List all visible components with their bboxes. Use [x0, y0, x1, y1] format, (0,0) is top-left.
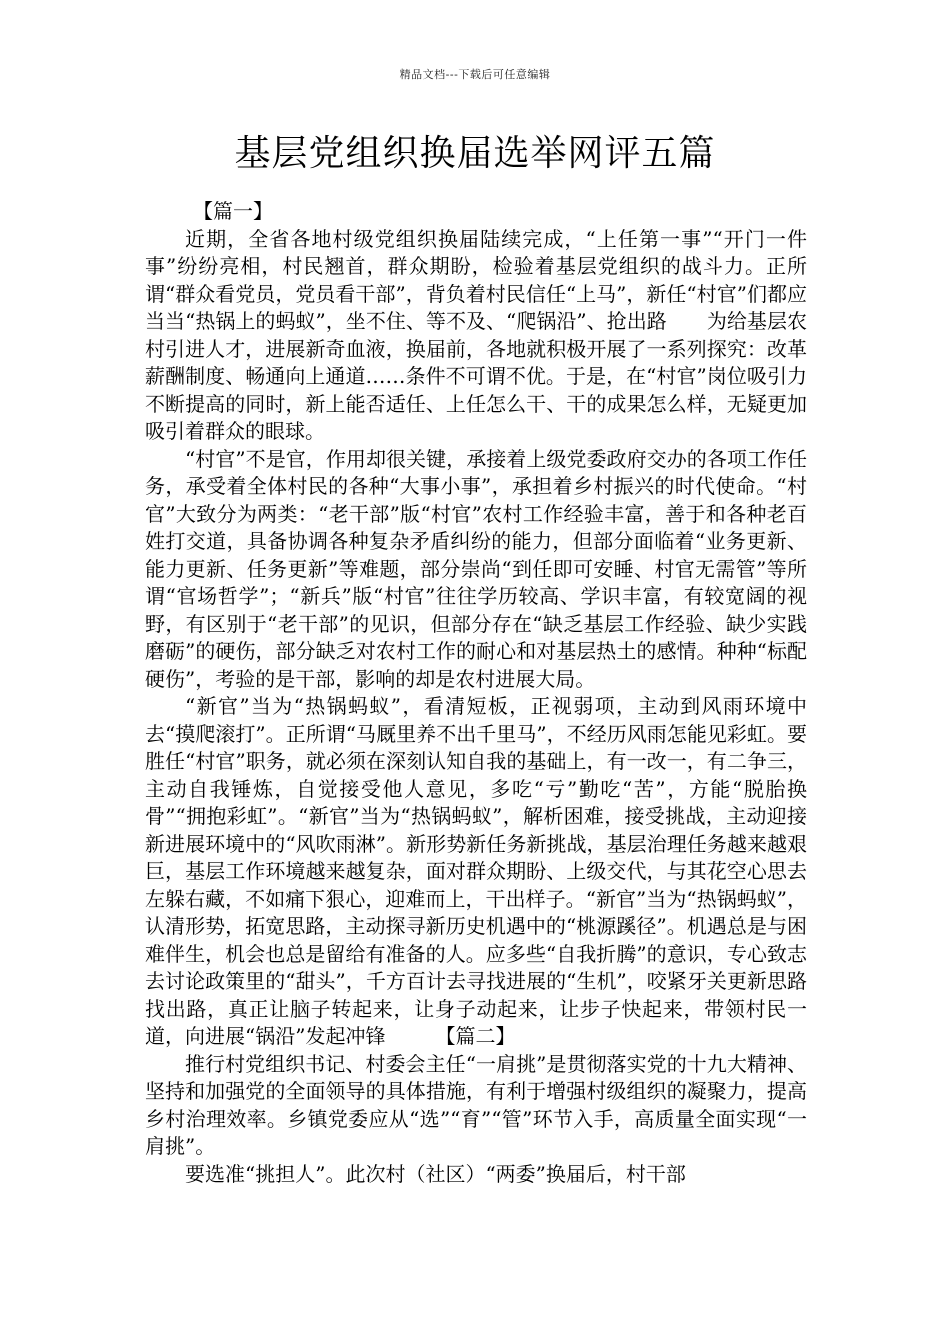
- paragraph: 推行村党组织书记、村委会主任“一肩挑”是贯彻落实党的十九大精神、坚持和加强党的全面领导的具体措施，有利于增强村级组织的凝聚力，提高乡村治理效率。乡镇党委应从“选”“育”“管”环节入手，高质量全面实现“一肩挑”。: [145, 1051, 807, 1158]
- paragraph: “村官”不是官，作用却很关键，承接着上级党委政府交办的各项工作任务，承受着全体村民的各种“大事小事”，承担着乡村振兴的时代使命。“村官”大致分为两类：“老干部”版“村官”农村工作经验丰富，善于和各种老百姓打交道，具备协调各种复杂矛盾纠纷的能力，但部分面临着“业务更新、能力更新、任务更新”等难题，部分崇尚“到任即可安睡、村官无需管”等所谓“官场哲学”；“新兵”版“村官”往往学历较高、学识丰富，有较宽阔的视野，有区别于“老干部”的见识，但部分存在“缺乏基层工作经验、缺少实践磨砺”的硬伤，部分缺乏对农村工作的耐心和对基层热土的感情。种种“标配硬伤”，考验的是干部，影响的却是农村进展大局。: [145, 446, 807, 691]
- paragraph: 近期，全省各地村级党组织换届陆续完成，“上任第一事”“开门一件事”纷纷亮相，村民翘首，群众期盼，检验着基层党组织的战斗力。正所谓“群众看党员，党员看干部”，背负着村民信任“上马”，新任“村官”们都应当当“热锅上的蚂蚁”，坐不住、等不及、“爬锅沿”、抢出路 为给基层农村引进人才，进展新奇血液，换届前，各地就积极开展了一系列探究：改革薪酬制度、畅通向上通道……条件不可谓不优。于是，在“村官”岗位吸引力不断提高的同时，新上能否适任、上任怎么干、干的成果怎么样，无疑更加吸引着群众的眼球。: [145, 226, 807, 443]
- paragraph: [145, 693, 807, 1051]
- paragraph-text: “新官”当为“热锅蚂蚁”，看清短板，正视弱项，主动到风雨环境中去“摸爬滚打”。正所谓“马厩里养不出千里马”，不经历风雨怎能见彩虹。要胜任“村官”职务，就必须在深刻认知自我的基础上，有一改一，有二争三，主动自我锤炼，自觉接受他人意见，多吃“亏”勤吃“苦”，方能“脱胎换骨”“拥抱彩虹”。“新官”当为“热锅蚂蚁”，解析困难，接受挑战，主动迎接新进展环境中的“风吹雨淋”。新形势新任务新挑战，基层治理任务越来越艰巨，基层工作环境越来越复杂，面对群众期盼、上级交代，与其花空心思去左躲右藏，不如痛下狠心，迎难而上，干出样子。“新官”当为“热锅蚂蚁”，认清形势，拓宽思路，主动探寻新历史机遇中的“桃源蹊径”。机遇总是与困难伴生，机会也总是留给有准备的人。应多些“自我折腾”的意识，专心致志去讨论政策里的“甜头”，千方百计去寻找进展的“生机”，咬紧牙关更新思路找出路，真正让脑子转起来，让身子动起来，让步子快起来，带领村民一道，向进展“锅沿”发起冲锋: [145, 694, 807, 1048]
- paragraph: 要选准“挑担人”。此次村（社区）“两委”换届后，村干部: [185, 1161, 686, 1186]
- document-body: [145, 198, 807, 1188]
- section-label-2: 【篇二】: [445, 1024, 516, 1048]
- section-label-1: 【篇一】: [193, 199, 273, 223]
- document-title: 基层党组织换届选举网评五篇: [234, 133, 716, 174]
- header-note: 精品文档---下载后可任意编辑: [399, 68, 551, 81]
